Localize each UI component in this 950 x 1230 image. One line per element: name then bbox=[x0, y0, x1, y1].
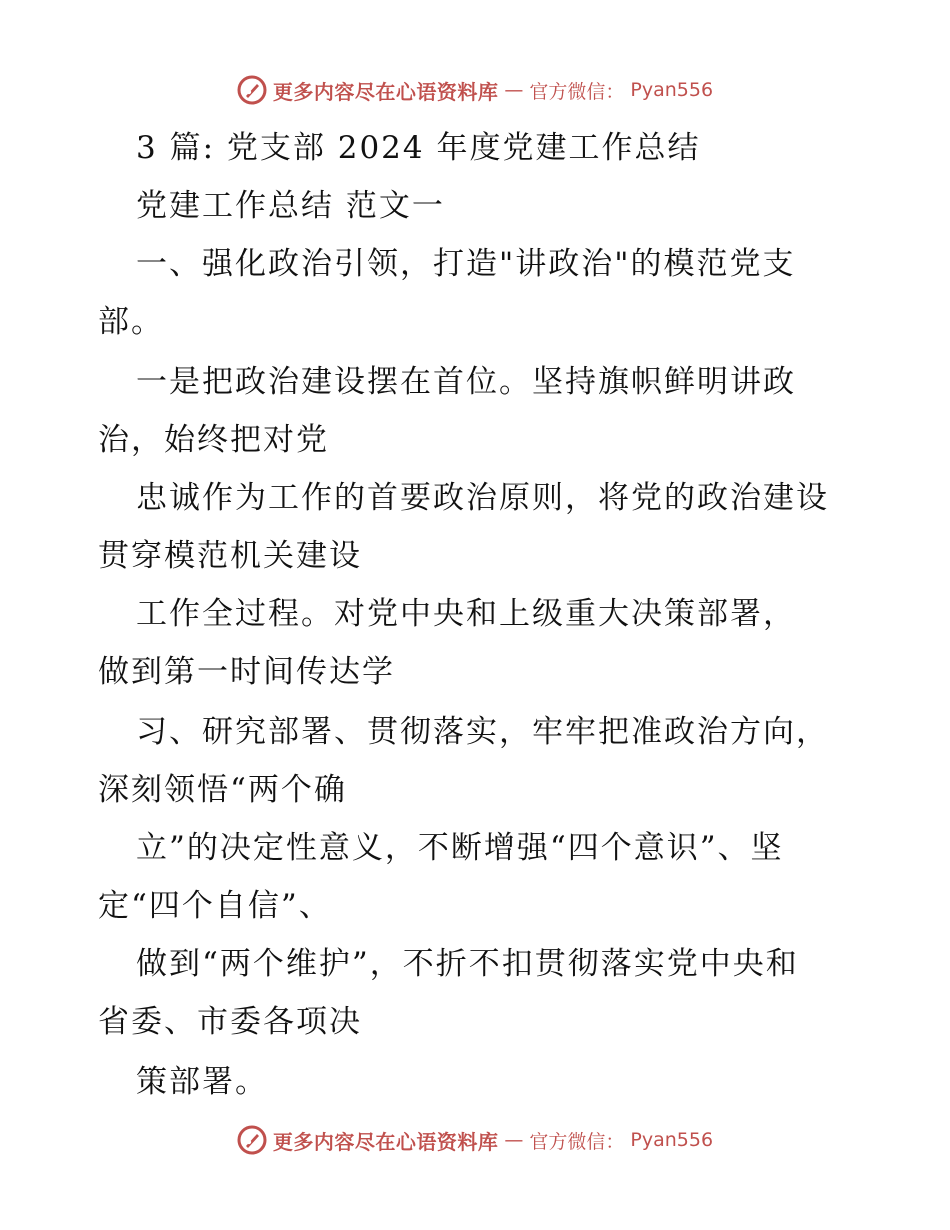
contact-id: Pyan556 bbox=[630, 1129, 714, 1151]
paragraph-line: 深刻领悟“两个确 bbox=[98, 772, 347, 808]
section-heading: 党建工作总结 范文一 bbox=[136, 188, 445, 224]
paragraph-line: 忠诚作为工作的首要政治原则，将党的政治建设 bbox=[136, 480, 829, 516]
paragraph-line: 省委、市委各项决 bbox=[98, 1004, 362, 1040]
pen-circle-logo-icon bbox=[237, 1125, 267, 1155]
paragraph-line: 贯穿模范机关建设 bbox=[98, 538, 362, 574]
pen-circle-logo-icon bbox=[237, 75, 267, 105]
paragraph-line: 一、强化政治引领，打造"讲政治"的模范党支 bbox=[136, 246, 796, 282]
paragraph-line: 习、研究部署、贯彻落实，牢牢把准政治方向， bbox=[136, 714, 829, 750]
banner-separator: — bbox=[504, 1129, 524, 1151]
paragraph-line: 一是把政治建设摆在首位。坚持旗帜鲜明讲政 bbox=[136, 364, 796, 400]
banner-separator: — bbox=[504, 79, 524, 101]
paragraph-line: 做到“两个维护”，不折不扣贯彻落实党中央和 bbox=[136, 946, 799, 982]
contact-label: 官方微信： bbox=[529, 1130, 625, 1153]
header-watermark-banner bbox=[0, 70, 950, 110]
brand-text: 更多内容尽在心语资料库 bbox=[272, 1129, 499, 1154]
contact-id: Pyan556 bbox=[630, 79, 714, 101]
brand-text: 更多内容尽在心语资料库 bbox=[272, 79, 499, 104]
document-title: 3 篇: 党支部 2024 年度党建工作总结 bbox=[136, 130, 701, 166]
footer-watermark-banner bbox=[0, 1120, 950, 1160]
paragraph-line: 立”的决定性意义，不断增强“四个意识”、坚 bbox=[136, 830, 784, 866]
paragraph-line: 定“四个自信”、 bbox=[98, 888, 332, 924]
paragraph-line: 做到第一时间传达学 bbox=[98, 654, 395, 690]
paragraph-line: 策部署。 bbox=[136, 1064, 268, 1100]
contact-label: 官方微信： bbox=[529, 80, 625, 103]
paragraph-line: 治，始终把对党 bbox=[98, 422, 329, 458]
paragraph-line: 工作全过程。对党中央和上级重大决策部署， bbox=[136, 596, 796, 632]
paragraph-line: 部。 bbox=[98, 304, 164, 340]
